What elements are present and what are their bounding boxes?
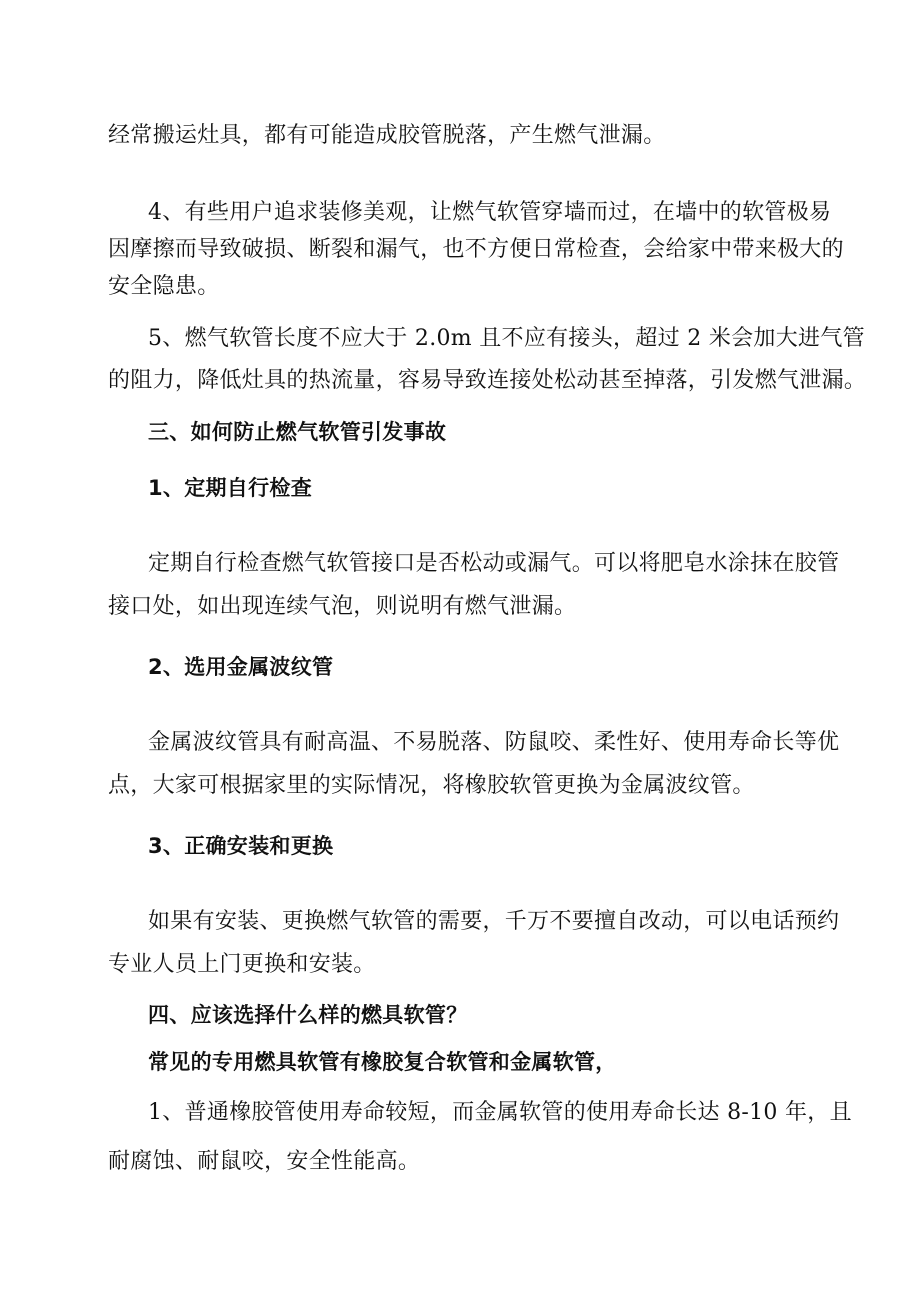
paragraph-line: 耐腐蚀、耐鼠咬，安全性能高。	[108, 1149, 421, 1174]
paragraph-line: 点，大家可根据家里的实际情况，将橡胶软管更换为金属波纹管。	[108, 773, 755, 798]
paragraph-line: 1、普通橡胶管使用寿命较短，而金属软管的使用寿命长达 8-10 年，且	[148, 1100, 852, 1125]
subsection-heading: 3、正确安装和更换	[148, 834, 334, 858]
paragraph-line: 的阻力，降低灶具的热流量，容易导致连接处松动甚至掉落，引发燃气泄漏。	[108, 368, 867, 393]
paragraph-line: 安全隐患。	[108, 274, 220, 299]
paragraph-line: 经常搬运灶具，都有可能造成胶管脱落，产生燃气泄漏。	[108, 123, 666, 148]
paragraph-line: 定期自行检查燃气软管接口是否松动或漏气。可以将肥皂水涂抹在胶管	[148, 551, 840, 576]
section-heading: 四、应该选择什么样的燃具软管？	[148, 1003, 468, 1027]
paragraph-line: 4、有些用户追求装修美观，让燃气软管穿墙而过，在墙中的软管极易	[148, 200, 832, 225]
section-subtitle: 常见的专用燃具软管有橡胶复合软管和金属软管，	[148, 1050, 617, 1074]
paragraph-line: 金属波纹管具有耐高温、不易脱落、防鼠咬、柔性好、使用寿命长等优	[148, 730, 840, 755]
subsection-heading: 1、定期自行检查	[148, 476, 313, 500]
subsection-heading: 2、选用金属波纹管	[148, 655, 334, 679]
paragraph-line: 因摩擦而导致破损、断裂和漏气，也不方便日常检查，会给家中带来极大的	[108, 237, 844, 262]
paragraph-line: 5、燃气软管长度不应大于 2.0m 且不应有接头，超过 2 米会加大进气管	[148, 326, 865, 351]
paragraph-line: 专业人员上门更换和安装。	[108, 952, 376, 977]
paragraph-line: 如果有安装、更换燃气软管的需要，千万不要擅自改动，可以电话预约	[148, 909, 840, 934]
paragraph-line: 接口处，如出现连续气泡，则说明有燃气泄漏。	[108, 594, 577, 619]
section-heading: 三、如何防止燃气软管引发事故	[148, 420, 447, 444]
